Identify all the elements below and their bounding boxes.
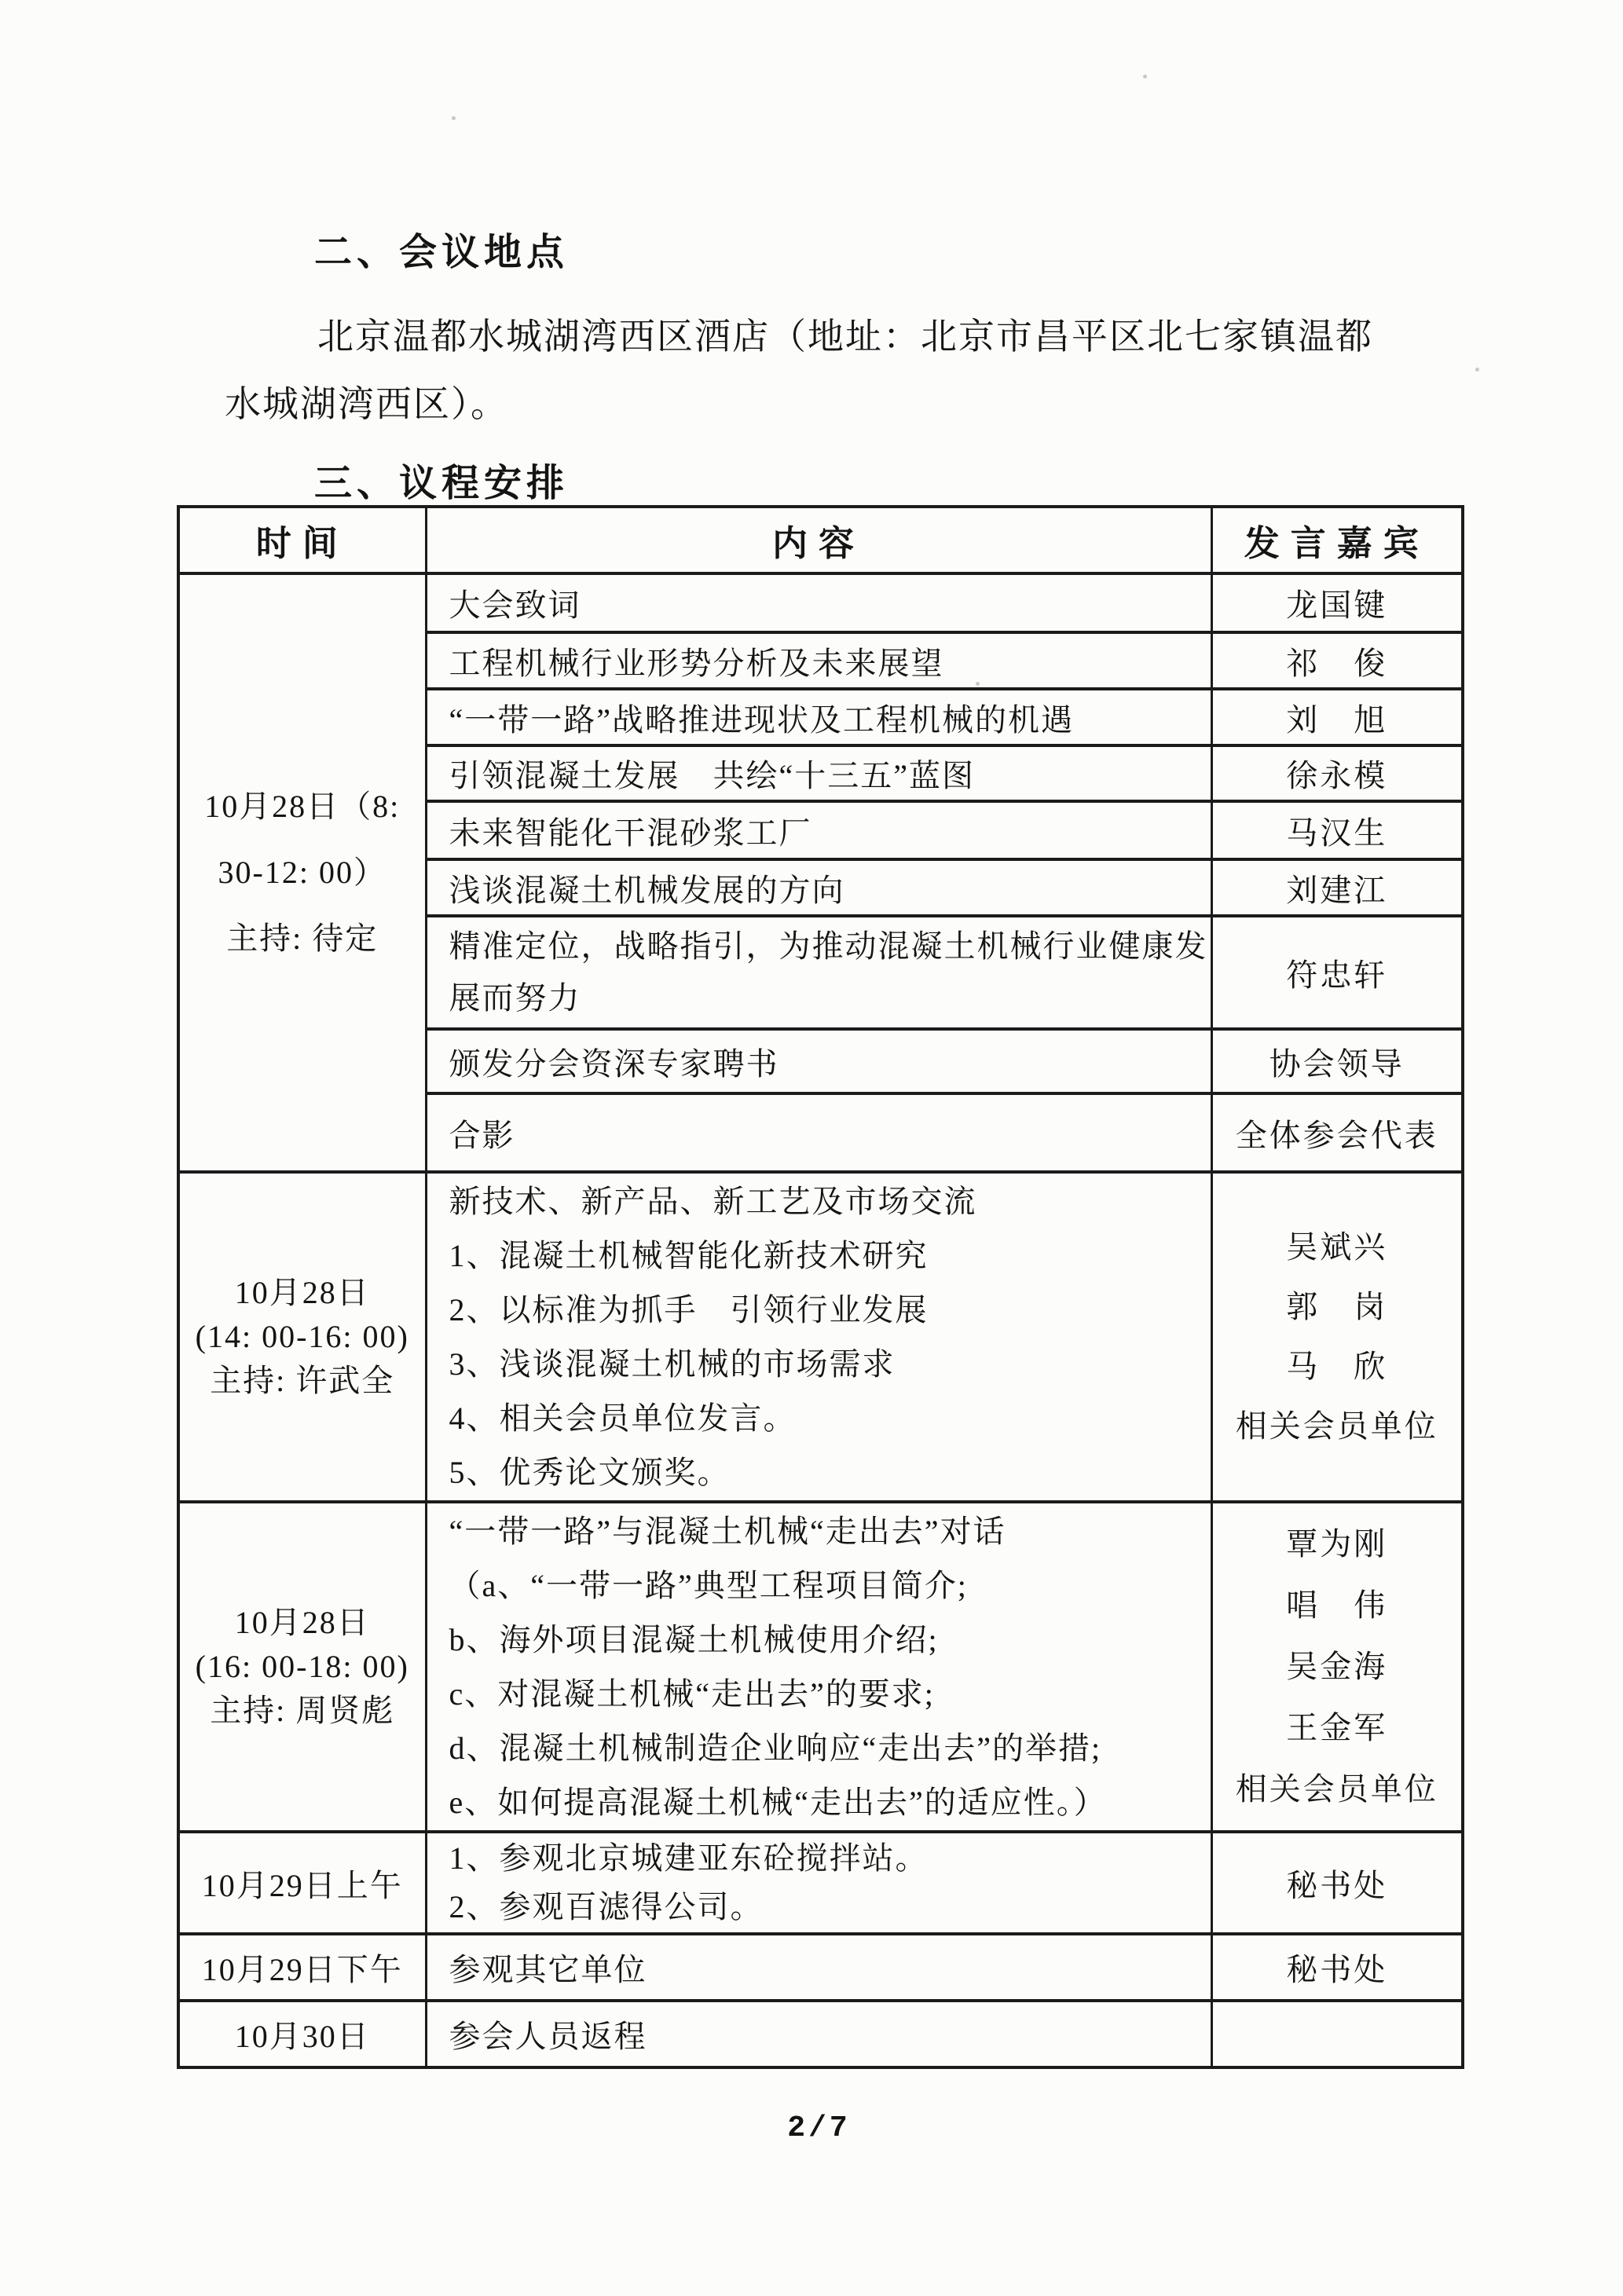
content-line: “一带一路”与混凝土机械“走出去”对话 [449,1514,1006,1549]
content-cell: 未来智能化干混砂浆工厂 [426,801,1211,859]
time-cell-morning [178,573,426,1172]
content-line: 2、以标准为抓手 引领行业发展 [449,1292,929,1327]
content-cell: 颁发分会资深专家聘书 [426,1029,1211,1093]
agenda-header-row [178,507,1463,573]
speaker-cell: 刘建江 [1211,859,1463,916]
table-row [178,1934,1463,2001]
speaker-name: 相关会员单位 [1235,1771,1438,1807]
content-cell: “一带一路”战略推进现状及工程机械的机遇 [426,689,1211,745]
time-line: 主持: 待定 [226,921,379,956]
content-cell [426,1502,1211,1832]
col-header-content: 内容 [426,507,1211,573]
time-cell-afternoon2 [178,1502,426,1832]
time-line: 10月28日（8: [204,789,401,824]
speaker-cell: 符忠轩 [1211,916,1463,1029]
speaker-name: 郭 岗 [1286,1289,1388,1324]
content-line: 5、优秀论文颁奖。 [449,1455,731,1490]
scan-speck [976,682,980,686]
content-line: 3、浅谈混凝土机械的市场需求 [449,1346,896,1382]
speaker-cell: 协会领导 [1211,1029,1463,1093]
speaker-cell: 马汉生 [1211,801,1463,859]
table-row [178,1832,1463,1934]
speaker-cell: 全体参会代表 [1211,1093,1463,1172]
content-cell: 参观其它单位 [426,1934,1211,2001]
speaker-name: 马 欣 [1286,1349,1388,1384]
content-line: c、对混凝土机械“走出去”的要求; [449,1676,935,1712]
time-cell-day29am: 10月29日上午 [178,1832,426,1934]
content-line: 新技术、新产品、新工艺及市场交流 [449,1184,977,1219]
speaker-cell [1211,1172,1463,1502]
time-line: 10月28日 [234,1275,370,1310]
section-heading-agenda: 三、议程安排 [314,463,570,504]
speaker-cell: 秘书处 [1211,1832,1463,1934]
scan-speck [753,1632,757,1636]
speaker-name: 相关会员单位 [1235,1408,1438,1444]
content-line: 1、参观北京城建亚东砼搅拌站。 [449,1840,929,1876]
content-cell: 大会致词 [426,573,1211,632]
speaker-cell: 秘书处 [1211,1934,1463,2001]
speaker-cell: 祁 俊 [1211,632,1463,689]
content-line: 1、混凝土机械智能化新技术研究 [449,1238,929,1273]
time-line: 主持: 周贤彪 [210,1693,395,1728]
section-heading-venue: 二、会议地点 [314,232,570,273]
content-line: b、海外项目混凝土机械使用介绍; [449,1622,939,1657]
speaker-name: 覃为刚 [1286,1526,1388,1562]
content-line: 2、参观百滤得公司。 [449,1889,764,1924]
content-cell: 工程机械行业形势分析及未来展望 [426,632,1211,689]
speaker-cell: 龙国键 [1211,573,1463,632]
table-row [178,1172,1463,1502]
content-line: e、如何提高混凝土机械“走出去”的适应性。） [449,1785,1107,1820]
time-cell-day30: 10月30日 [178,2001,426,2067]
venue-paragraph-line2: 水城湖湾西区）。 [225,384,508,424]
time-cell-day29pm: 10月29日下午 [178,1934,426,2001]
scan-speck [1475,368,1479,372]
speaker-name: 吴金海 [1286,1649,1388,1684]
scan-speck [1143,75,1147,79]
speaker-cell [1211,2001,1463,2067]
time-line: (16: 00-18: 00) [195,1649,409,1684]
time-line: 10月28日 [234,1605,370,1640]
speaker-cell: 徐永模 [1211,745,1463,801]
speaker-name: 吴斌兴 [1286,1229,1388,1265]
agenda-table [177,505,1464,2069]
content-line: （a、“一带一路”典型工程项目简介; [449,1568,968,1603]
content-cell [426,916,1211,1029]
speaker-cell [1211,1502,1463,1832]
content-cell: 引领混凝土发展 共绘“十三五”蓝图 [426,745,1211,801]
content-cell [426,1832,1211,1934]
speaker-name: 王金军 [1286,1710,1388,1745]
content-cell: 合影 [426,1093,1211,1172]
time-line: 30-12: 00） [218,855,387,890]
page-number: 2/7 [787,2111,851,2145]
table-row [178,1502,1463,1832]
table-row [178,2001,1463,2067]
venue-paragraph-line1: 北京温都水城湖湾西区酒店（地址：北京市昌平区北七家镇温都 [317,317,1373,357]
speaker-cell: 刘 旭 [1211,689,1463,745]
speaker-name: 唱 伟 [1286,1587,1388,1623]
col-header-speaker: 发言嘉宾 [1211,507,1463,573]
content-line: 4、相关会员单位发言。 [449,1401,797,1436]
time-line: 主持: 许武全 [210,1363,395,1398]
content-line: 展而努力 [449,980,581,1016]
col-header-time: 时间 [178,507,426,573]
content-cell [426,1172,1211,1502]
content-line: 精准定位，战略指引，为推动混凝土机械行业健康发 [449,928,1208,964]
content-cell: 浅谈混凝土机械发展的方向 [426,859,1211,916]
time-cell-afternoon1 [178,1172,426,1502]
time-line: (14: 00-16: 00) [195,1319,409,1354]
content-cell: 参会人员返程 [426,2001,1211,2067]
table-row [178,573,1463,632]
content-line: d、混凝土机械制造企业响应“走出去”的举措; [449,1730,1102,1766]
scan-speck [452,116,456,120]
